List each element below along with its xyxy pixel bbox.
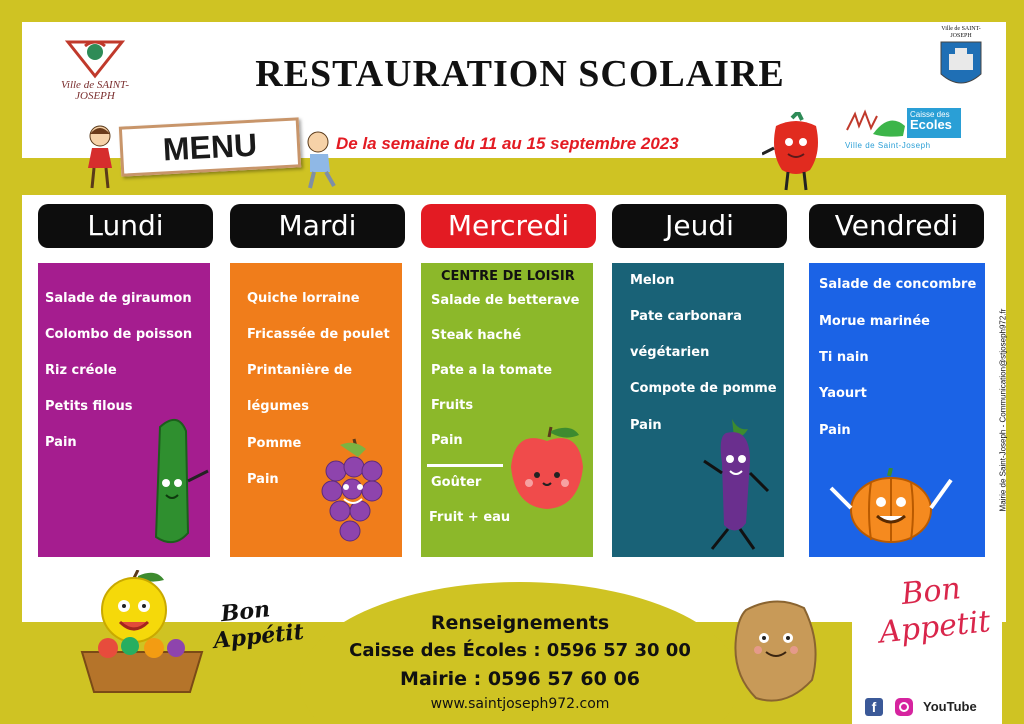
page-title: RESTAURATION SCOLAIRE <box>255 53 785 95</box>
menu-item: Colombo de poisson <box>45 327 193 342</box>
website-link[interactable]: www.saintjoseph972.com <box>430 696 610 712</box>
menu-item: Pate a la tomate <box>431 363 553 378</box>
day-panel-mercredi <box>421 263 593 557</box>
menu-item: Pain <box>819 423 851 438</box>
caisse-des-ecoles-logo <box>845 108 975 154</box>
instagram-icon[interactable] <box>895 698 913 716</box>
facebook-icon[interactable]: f <box>865 698 883 716</box>
menu-item: Fricassée de poulet <box>247 327 390 342</box>
menu-item: légumes <box>247 399 309 414</box>
day-panel-lundi <box>38 263 210 557</box>
week-subtitle: De la semaine du 11 au 15 septembre 2023 <box>336 134 679 153</box>
day-tab-lundi: Lundi <box>38 204 213 248</box>
caisse-ville-label: Ville de Saint-Joseph <box>845 141 931 150</box>
side-credit-text: Mairie de Saint-Joseph - Communication@stjoseph972.fr <box>998 308 1008 512</box>
side-credit <box>993 200 1013 620</box>
menu-item: Pate carbonara <box>630 309 742 324</box>
day-tab-mardi: Mardi <box>230 204 405 248</box>
menu-item: Steak haché <box>431 328 522 343</box>
mairie-phone: Mairie : 0596 57 60 06 <box>400 668 640 690</box>
youtube-icon[interactable] <box>923 697 975 717</box>
gouter-label: Goûter <box>431 475 482 490</box>
menu-item: végétarien <box>630 345 710 360</box>
menu-item: Salade de betterave <box>431 293 580 308</box>
apple-mascot <box>505 423 591 515</box>
menu-item: Petits filous <box>45 399 133 414</box>
menu-item: Salade de giraumon <box>45 291 192 306</box>
centre-loisir-header: CENTRE DE LOISIR <box>441 269 575 284</box>
ville-crest-logo <box>935 26 987 94</box>
gouter-divider <box>427 464 503 467</box>
girl-illustration <box>80 122 120 194</box>
bon-appetit-right-line1: Bon <box>899 571 963 613</box>
day-tab-mercredi: Mercredi <box>421 204 596 248</box>
youtube-label: YouTube <box>923 699 977 714</box>
eggplant-mascot <box>696 413 776 555</box>
menu-item: Pomme <box>247 436 302 451</box>
menu-item: Pain <box>431 433 463 448</box>
ville-saint-joseph-logo <box>50 36 140 102</box>
menu-item: Yaourt <box>819 386 867 401</box>
menu-sign <box>119 117 301 176</box>
fruit-basket-illustration <box>72 570 212 694</box>
menu-item: Pain <box>45 435 77 450</box>
menu-item: Pain <box>630 418 662 433</box>
day-panel-vendredi <box>809 263 985 557</box>
menu-item: Quiche lorraine <box>247 291 360 306</box>
grapes-mascot <box>318 435 390 553</box>
menu-sign-label: MENU <box>162 126 258 168</box>
menu-item: Compote de pomme <box>630 381 777 396</box>
social-links <box>865 697 985 719</box>
bon-appetit-left-line2: Appétit <box>212 618 306 655</box>
day-tab-vendredi: Vendredi <box>809 204 984 248</box>
bon-appetit-left-line1: Bon <box>219 596 272 628</box>
pepper-mascot <box>762 112 830 196</box>
logo-left-label: Ville de SAINT-JOSEPH <box>60 79 130 102</box>
cucumber-mascot <box>138 411 212 551</box>
day-panel-jeudi <box>612 263 784 557</box>
menu-item: Salade de concombre <box>819 277 977 292</box>
caisse-label: Caisse des Ecoles <box>907 108 961 138</box>
pumpkin-mascot <box>827 468 955 546</box>
caisse-phone: Caisse des Écoles : 0596 57 30 00 <box>349 640 691 661</box>
menu-item: Pain <box>247 472 279 487</box>
menu-item: Fruits <box>431 398 474 413</box>
bon-appetit-right-line2: Appetit <box>877 604 993 651</box>
menu-item: Printanière de <box>247 363 353 378</box>
menu-item: Morue marinée <box>819 314 930 329</box>
crest-label: Ville de SAINT-JOSEPH <box>941 26 981 39</box>
day-tab-jeudi: Jeudi <box>612 204 787 248</box>
menu-item: Ti nain <box>819 350 869 365</box>
potato-mascot <box>726 594 826 710</box>
day-panel-mardi <box>230 263 402 557</box>
gouter-item: Fruit + eau <box>429 510 511 525</box>
info-title: Renseignements <box>430 612 610 634</box>
menu-item: Riz créole <box>45 363 117 378</box>
menu-item: Melon <box>630 273 675 288</box>
